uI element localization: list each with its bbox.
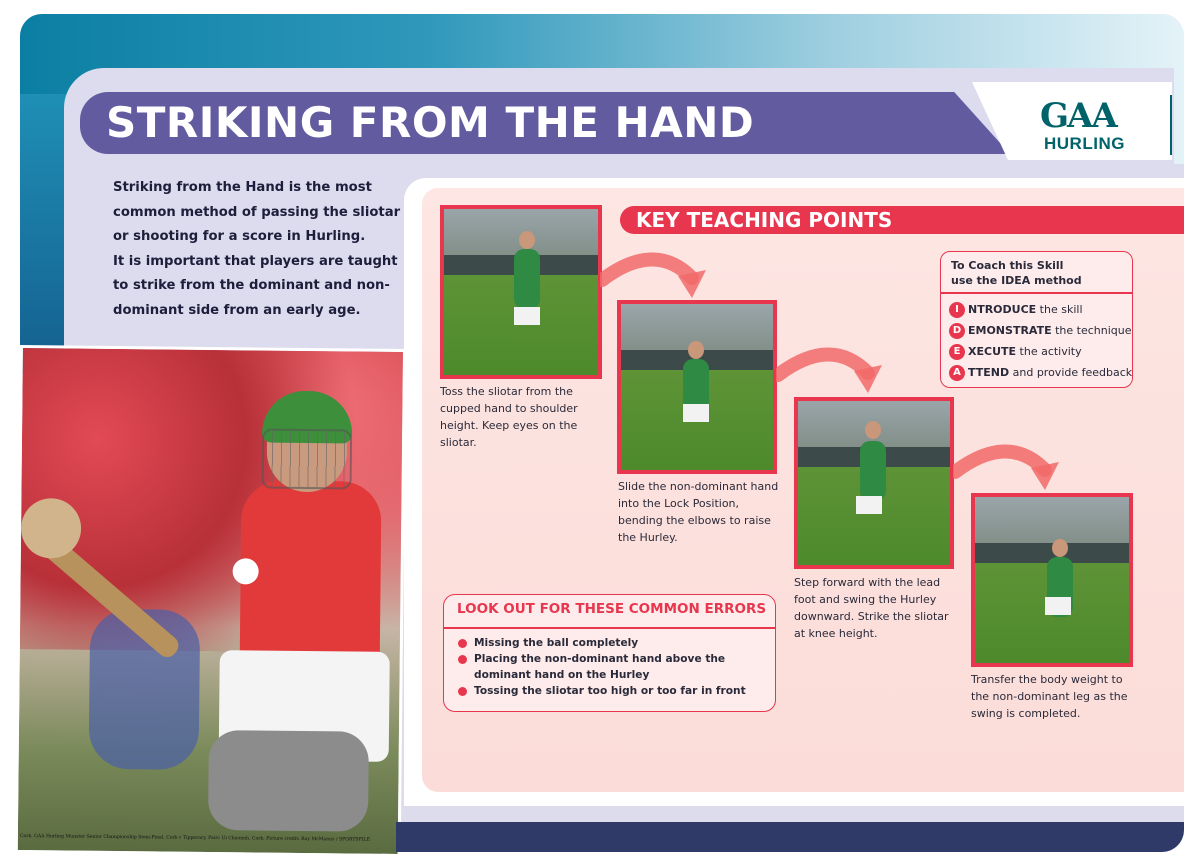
errors-list — [458, 635, 768, 699]
errors-heading: LOOK OUT FOR THESE COMMON ERRORS — [457, 601, 767, 617]
curved-arrow-icon — [600, 240, 710, 300]
gaa-logo-icon: GAA — [1040, 96, 1116, 136]
logo-divider — [1170, 95, 1172, 155]
idea-rest: the technique — [1051, 324, 1132, 337]
idea-row-attend — [949, 365, 1132, 381]
page-title: STRIKING FROM THE HAND — [106, 98, 755, 147]
idea-acronym: IDEA — [1001, 274, 1031, 287]
player-figure — [514, 249, 540, 309]
idea-divider — [941, 292, 1132, 294]
idea-letter-badge: A — [949, 365, 965, 381]
idea-row-demonstrate — [949, 323, 1132, 339]
step-3-photo — [794, 397, 954, 569]
curved-arrow-icon — [953, 432, 1063, 492]
sliotar-icon — [233, 558, 259, 584]
idea-row-execute — [949, 344, 1082, 360]
curved-arrow-icon — [776, 335, 886, 395]
idea-heading — [951, 258, 1082, 288]
idea-word: XECUTE — [968, 345, 1017, 358]
idea-rest: the activity — [1016, 345, 1082, 358]
idea-heading-line1: To Coach this Skill — [951, 259, 1064, 272]
player-shorts — [1045, 597, 1071, 615]
player-shorts — [683, 404, 709, 422]
step-3-text: Step forward with the lead foot and swing the Hurley downward. Strike the sliotar at knee height. — [794, 576, 949, 640]
key-points-heading: KEY TEACHING POINTS — [636, 208, 893, 232]
player-head — [1052, 539, 1068, 557]
grey-undershorts — [208, 730, 369, 832]
bottom-band — [396, 822, 1184, 852]
idea-suffix: method — [1030, 274, 1082, 287]
idea-heading-line2 — [951, 273, 1082, 288]
errors-divider — [444, 627, 775, 629]
common-errors-box — [443, 594, 776, 712]
idea-prefix: use the — [951, 274, 1002, 287]
idea-letter-badge: E — [949, 344, 965, 360]
hurler-photo — [15, 345, 406, 857]
step-1-text: Toss the sliotar from the cupped hand to shoulder height. Keep eyes on the sliotar. — [440, 385, 578, 449]
faceguard — [262, 429, 353, 490]
step-4-photo — [971, 493, 1133, 667]
idea-rest: and provide feedback — [1009, 366, 1133, 379]
logo-wordmark: HURLING — [1044, 134, 1125, 153]
player-head — [865, 421, 881, 439]
idea-word: TTEND — [968, 366, 1010, 379]
intro-text — [113, 176, 403, 323]
hurley-bas — [21, 498, 82, 559]
idea-word: NTRODUCE — [968, 303, 1037, 316]
player-shorts — [514, 307, 540, 325]
step-4-text: Transfer the body weight to the non-dominant leg as the swing is completed. — [971, 673, 1128, 720]
photo-caption: Cork. GAA Hurling Munster Senior Championship Semi-Final, Cork v Tipperary, Pairc Ui Chaoimh, Cork. Picture credit: Ray McManus / SPORTSFILE — [19, 834, 371, 843]
error-item: Placing the non-dominant hand above the dominant hand on the Hurley — [458, 651, 768, 683]
intro-paragraph: It is important that players are taught to strike from the dominant and non-dominant side from an early age. — [113, 253, 398, 318]
idea-letter-badge: D — [949, 323, 965, 339]
key-points-header — [620, 206, 1184, 234]
intro-paragraph: Striking from the Hand is the most common method of passing the sliotar or shooting for a score in Hurling. — [113, 180, 401, 244]
idea-letter-badge: I — [949, 302, 965, 318]
step-2-photo — [617, 300, 777, 474]
idea-method-box — [940, 251, 1133, 388]
idea-row-introduce — [949, 302, 1083, 318]
step-2-text: Slide the non-dominant hand into the Lock Position, bending the elbows to raise the Hurley. — [618, 480, 779, 544]
player-shorts — [856, 496, 882, 514]
player-figure — [860, 441, 886, 501]
error-item: Tossing the sliotar too high or too far in front — [458, 683, 768, 699]
player-head — [519, 231, 535, 249]
error-item: Missing the ball completely — [458, 635, 768, 651]
idea-word: EMONSTRATE — [968, 324, 1052, 337]
step-1-photo — [440, 205, 602, 379]
idea-rest: the skill — [1036, 303, 1083, 316]
player-head — [688, 341, 704, 359]
